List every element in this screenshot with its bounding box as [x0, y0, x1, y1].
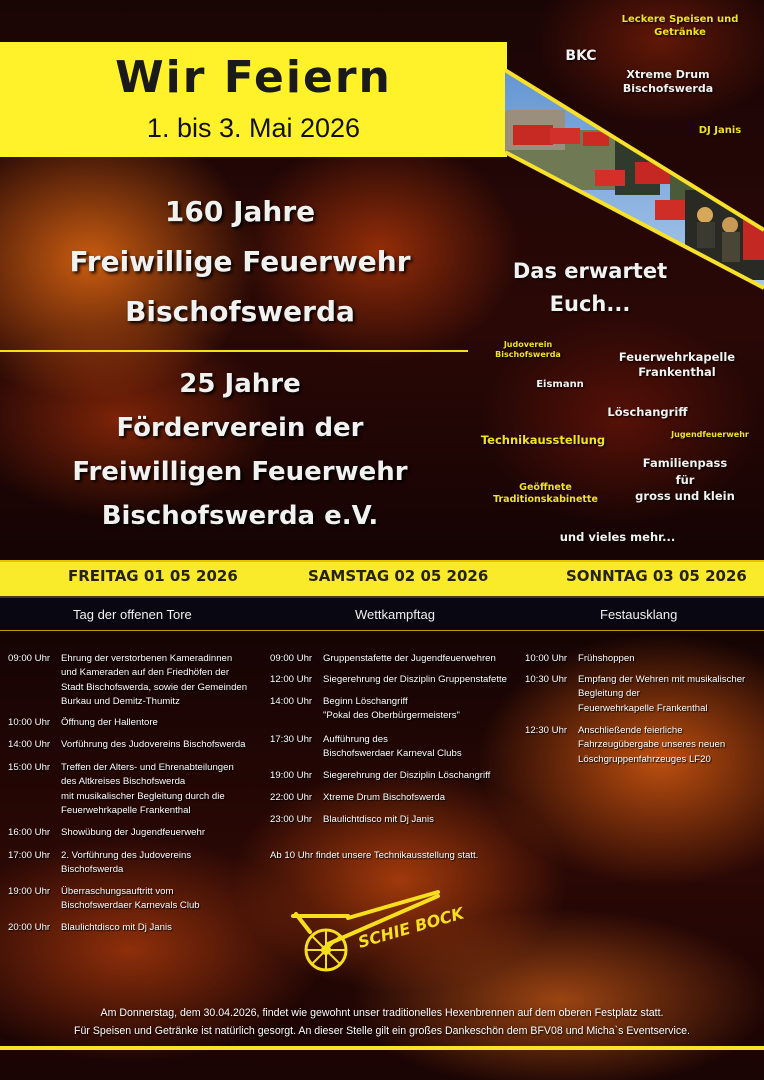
schedule-item: 17:00 Uhr 2. Vorführung des Judovereins Bischofswerda: [8, 850, 192, 876]
expect-kabinette: Geöffnete Traditionskabinette: [493, 482, 598, 506]
expect-kapelle: Feuerwehrkapelle Frankenthal: [618, 350, 736, 379]
theme-sunday: Festausklang: [600, 607, 678, 622]
footer-line-2: Für Speisen und Getränke ist natürlich gesorgt. An dieser Stelle gilt ein großes Dankeschön dem BFV08 und Micha`s Eventservice.: [74, 1025, 690, 1037]
schedule-item: 14:00 Uhr Beginn Löschangriff "Pokal des Oberbürgermeisters": [270, 696, 460, 722]
schiebock-cart-logo: [288, 888, 488, 983]
event-date: 1. bis 3. Mai 2026: [146, 113, 361, 143]
dj-label: DJ Janis: [698, 125, 742, 136]
speisen-label: Leckere Speisen und Getränke: [621, 14, 739, 38]
schedule-item: 10:00 Uhr Öffnung der Hallentore: [8, 717, 158, 728]
day-friday: FREITAG 01 05 2026: [68, 567, 238, 585]
schedule-item: 10:00 Uhr Frühshoppen: [525, 653, 635, 664]
day-saturday: SAMSTAG 02 05 2026: [308, 567, 489, 585]
footer-line-1: Am Donnerstag, dem 30.04.2026, findet wie gewohnt unser traditionelles Hexenbrennen auf dem oberen Festplatz statt.: [100, 1007, 664, 1019]
schedule-item: 19:00 Uhr Überraschungsauftritt vom Bischofswerdaer Karnevals Club: [8, 886, 200, 912]
saturday-note: Ab 10 Uhr findet unsere Technikausstellung statt.: [270, 850, 479, 861]
schedule-item: 17:30 Uhr Aufführung des Bischofswerdaer Karneval Clubs: [270, 734, 462, 760]
schedule-item: 12:00 Uhr Siegerehrung der Disziplin Gruppenstafette: [270, 674, 507, 685]
anniv2-line2: Förderverein der: [116, 413, 364, 443]
expect-loeschangriff: Löschangriff: [607, 405, 688, 419]
bkc-label: BKC: [565, 48, 597, 64]
schedule-item: 10:30 Uhr Empfang der Wehren mit musikalischer Begleitung der Feuerwehrkapelle Frankenthal: [525, 674, 746, 714]
schedule-item: 20:00 Uhr Blaulichtdisco mit Dj Janis: [8, 922, 172, 933]
anniversary-fire-department: [0, 190, 480, 340]
event-title: Wir Feiern: [115, 52, 392, 103]
expect-judo: Judoverein Bischofswerda: [495, 340, 561, 360]
expect-jugend: Jugendfeuerwehr: [671, 430, 749, 439]
logo-text: SCHIE BOCK: [355, 903, 466, 952]
anniv1-line1: 160 Jahre: [164, 195, 316, 228]
expect-familienpass: Familienpass für gross und klein: [635, 456, 735, 504]
schedule-item: 16:00 Uhr Showübung der Jugendfeuerwehr: [8, 827, 206, 838]
day-sunday: SONNTAG 03 05 2026: [566, 567, 747, 585]
schedule-item: 23:00 Uhr Blaulichtdisco mit Dj Janis: [270, 814, 434, 825]
schedule-item: 22:00 Uhr Xtreme Drum Bischofswerda: [270, 792, 446, 803]
anniv1-line2: Freiwillige Feuerwehr: [69, 245, 411, 278]
theme-saturday: Wettkampftag: [355, 607, 435, 622]
xtreme-drum-label: Xtreme Drum Bischofswerda: [622, 68, 714, 96]
schedule-item: 09:00 Uhr Gruppenstafette der Jugendfeuerwehren: [270, 653, 496, 664]
schedule-item: 14:00 Uhr Vorführung des Judovereins Bischofswerda: [8, 739, 246, 750]
schedule-item: 15:00 Uhr Treffen der Alters- und Ehrenabteilungen des Altkreises Bischofswerda mit musikalischer Begleitung durch die Feuerwehrkapelle Frankenthal: [8, 762, 234, 817]
headline-divider: [0, 350, 468, 352]
schedule-item: 12:30 Uhr Anschließende feierliche Fahrzeugübergabe unseres neuen Löschgruppenfahrzeuges LF20: [525, 725, 726, 765]
theme-friday: Tag der offenen Tore: [73, 607, 192, 622]
schedule-item: 19:00 Uhr Siegerehrung der Disziplin Löschangriff: [270, 770, 491, 781]
anniversary-support-club: [0, 365, 480, 545]
schedule-item: 09:00 Uhr Ehrung der verstorbenen Kameradinnen und Kameraden auf den Friedhöfen der Stadt Bischofswerda, sowie der Gemeinden Burkau und Demitz-Thumitz: [8, 653, 248, 708]
expect-eismann: Eismann: [536, 379, 584, 390]
anniv2-line3: Freiwilligen Feuerwehr: [72, 457, 408, 487]
anniv2-line4: Bischofswerda e.V.: [101, 501, 379, 531]
expect-technik: Technikausstellung: [480, 433, 606, 447]
expect-title: Das erwartet Euch...: [512, 259, 668, 316]
anniv2-line1: 25 Jahre: [179, 369, 301, 399]
footer-bar: [0, 1046, 764, 1050]
anniv1-line3: Bischofswerda: [125, 295, 355, 328]
expect-more: und vieles mehr...: [559, 530, 676, 544]
